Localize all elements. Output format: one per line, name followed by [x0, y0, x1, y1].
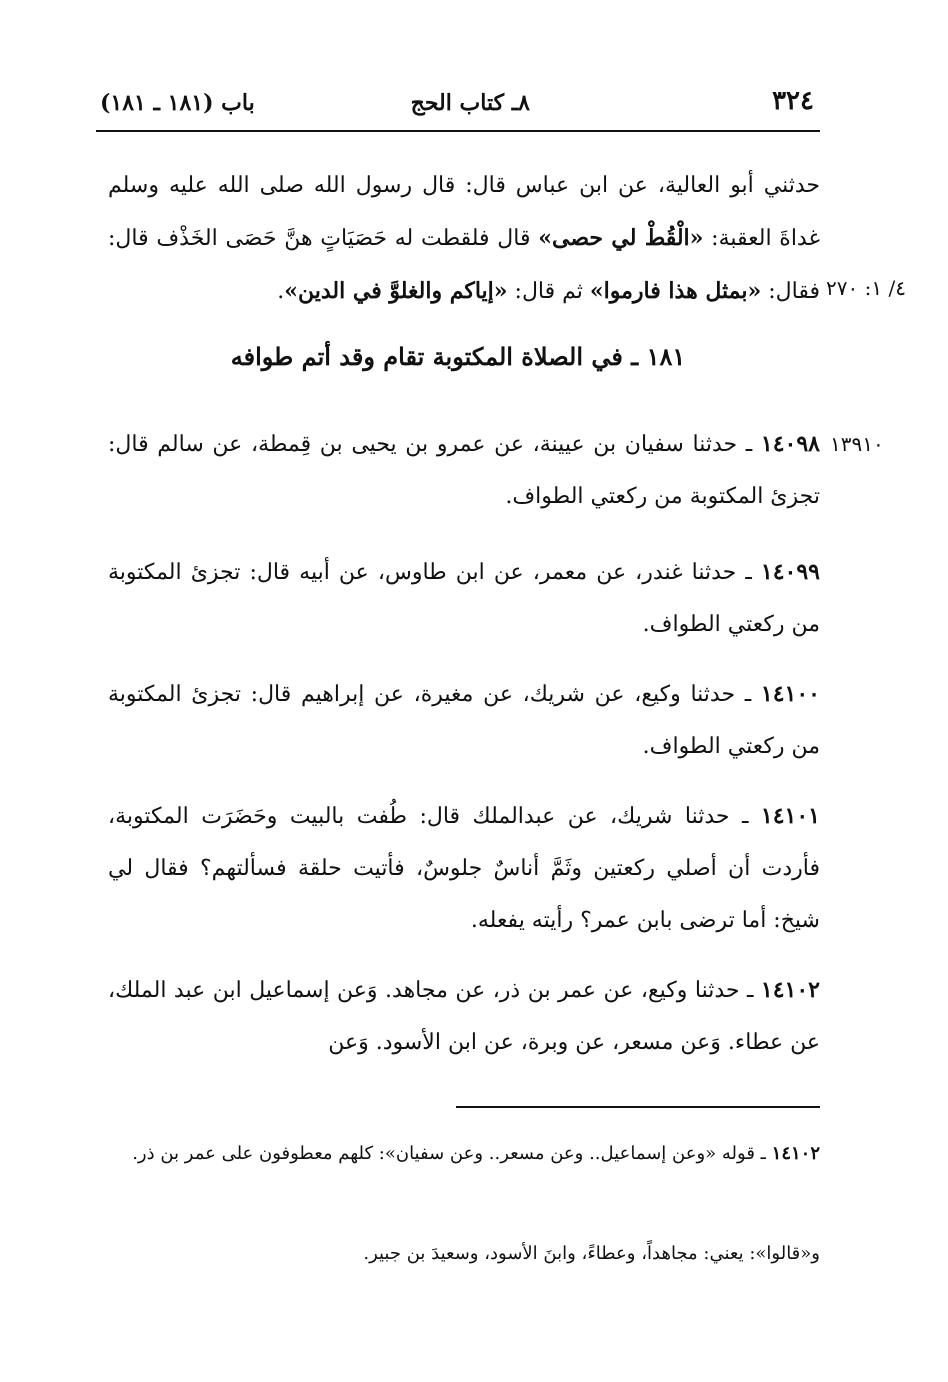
footnote-2	[108, 1234, 820, 1274]
hadith-text: ـ حدثنا وكيع، عن شريك، عن مغيرة، عن إبراهيم قال: تجزئ المكتوبة من ركعتي الطواف.	[108, 682, 820, 759]
margin-reference-hadith: ١٣٩١٠	[830, 432, 884, 456]
footnote-number: ١٤١٠٢	[771, 1143, 820, 1164]
footnote-1	[108, 1134, 820, 1174]
footnote-text: و«قالوا»: يعني: مجاهداً، وعطاءً، وابنَ الأسود، وسعيدَ بن جبير.	[363, 1243, 820, 1264]
intro-text-1: حدثني أبو العالية، عن ابن عباس قال: قال رسول الله صلى الله عليه وسلم غداةَ العقبة:	[108, 173, 820, 251]
intro-text-2: قال فلقطت له حَصَيَاتٍ هنَّ حَصَى الخَذْف قال: فقال:	[108, 226, 820, 304]
book-title: ٨ـ كتاب الحج	[410, 90, 530, 116]
hadith-number: ١٤١٠١	[760, 803, 820, 829]
chapter-range: باب (١٨١ ـ ١٨١)	[100, 90, 255, 116]
hadith-number: ١٤١٠٠	[760, 681, 820, 707]
margin-reference-intro: ٤/ ١: ٢٧٠	[826, 276, 906, 300]
hadith-number: ١٤١٠٢	[760, 977, 820, 1003]
hadith-14099	[108, 546, 820, 651]
hadith-text: ـ حدثنا غندر، عن معمر، عن ابن طاوس، عن أبيه قال: تجزئ المكتوبة من ركعتي الطواف.	[108, 560, 820, 637]
intro-quote-3: «إياكم والغلوَّ في الدين»	[284, 278, 508, 304]
intro-quote-1: «الْقُطْ لي حصى»	[538, 225, 704, 251]
hadith-number: ١٤٠٩٨	[760, 431, 820, 457]
page-number: ٣٢٤	[772, 86, 814, 116]
intro-text-end: .	[277, 279, 285, 304]
hadith-14101	[108, 790, 820, 947]
hadith-text: ـ حدثنا وكيع، عن عمر بن ذر، عن مجاهد. وَعن إسماعيل ابن عبد الملك، عن عطاء. وَعن مسعر، عن وبرة، عن ابن الأسود. وَعن	[108, 978, 820, 1055]
running-header	[96, 84, 820, 128]
intro-paragraph	[108, 160, 820, 318]
intro-text-3: ثم قال:	[507, 279, 590, 304]
footnote-text: ـ قوله «وعن إسماعيل.. وعن مسعر.. وعن سفيان»: كلهم معطوفون على عمر بن ذر.	[132, 1143, 772, 1164]
footnote-rule	[456, 1106, 820, 1108]
hadith-14098	[108, 418, 820, 523]
intro-quote-2: «بمثل هذا فارموا»	[589, 278, 762, 304]
hadith-number: ١٤٠٩٩	[760, 559, 820, 585]
section-title: ١٨١ ـ في الصلاة المكتوبة تقام وقد أتم طوافه	[230, 342, 686, 371]
hadith-14102	[108, 964, 820, 1069]
header-rule	[96, 130, 820, 132]
hadith-14100	[108, 668, 820, 773]
hadith-text: ـ حدثنا شريك، عن عبدالملك قال: طُفت بالبيت وحَضَرَت المكتوبة، فأردت أن أصلي ركعتين وثَمَّ أناسٌ جلوسٌ، فأتيت حلقة فسألتهم؟ فقال لي شيخ: أما ترضى بابن عمر؟ رأيته يفعله.	[108, 804, 820, 933]
hadith-text: ـ حدثنا سفيان بن عيينة، عن عمرو بن يحيى بن قِمطة، عن سالم قال: تجزئ المكتوبة من ركعتي الطواف.	[108, 432, 820, 509]
